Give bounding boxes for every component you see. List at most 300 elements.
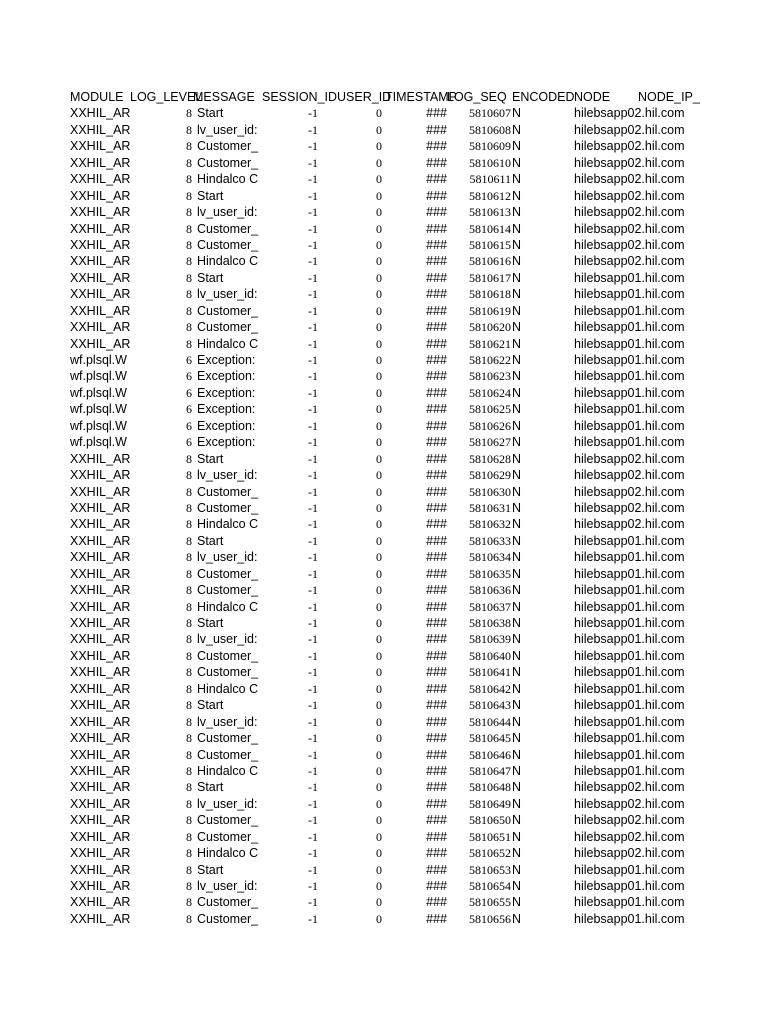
table-row [70, 697, 710, 713]
cell-session-id: -1 [308, 895, 318, 910]
cell-timestamp: ### [426, 846, 447, 861]
cell-node: hilebsapp01.hil.com [574, 320, 685, 335]
cell-module: XXHIL_AR [70, 698, 131, 713]
cell-log-seq: 5810639 [469, 632, 511, 647]
cell-message: lv_user_id: [197, 879, 258, 893]
cell-session-id: -1 [308, 533, 318, 548]
cell-log-level: 8 [186, 336, 192, 351]
cell-user-id: 0 [376, 533, 382, 548]
cell-user-id: 0 [376, 517, 382, 532]
cell-log-seq: 5810611 [469, 172, 511, 187]
cell-log-seq: 5810626 [469, 418, 511, 433]
cell-log-seq: 5810628 [469, 451, 511, 466]
cell-user-id: 0 [376, 122, 382, 137]
cell-module: XXHIL_AR [70, 714, 131, 729]
cell-node: hilebsapp02.hil.com [574, 517, 685, 532]
table-row [70, 829, 710, 845]
cell-session-id: -1 [308, 435, 318, 450]
cell-message: Customer_ [197, 583, 259, 598]
cell-user-id: 0 [376, 747, 382, 762]
cell-encoded: N [512, 698, 522, 713]
cell-message: Exception: [197, 369, 256, 384]
cell-node: hilebsapp02.hil.com [574, 237, 685, 252]
cell-timestamp: ### [426, 599, 447, 614]
cell-log-level: 6 [186, 369, 192, 384]
cell-node: hilebsapp02.hil.com [574, 468, 685, 483]
cell-timestamp: ### [426, 303, 447, 318]
cell-session-id: -1 [308, 566, 318, 581]
cell-log-seq: 5810622 [469, 353, 511, 367]
cell-node: hilebsapp01.hil.com [574, 418, 685, 433]
cell-timestamp: ### [426, 155, 447, 170]
cell-timestamp: ### [426, 911, 447, 926]
cell-message: Exception: [197, 418, 256, 433]
cell-session-id: -1 [308, 106, 318, 121]
table-row [70, 533, 710, 549]
cell-timestamp: ### [426, 237, 447, 252]
cell-session-id: -1 [308, 205, 318, 220]
cell-session-id: -1 [308, 402, 318, 417]
cell-user-id: 0 [376, 879, 382, 893]
cell-message: Customer_ [197, 221, 259, 236]
cell-timestamp: ### [426, 583, 447, 598]
header-session-id: SESSION_ID [262, 90, 338, 104]
cell-message: Hindalco C [197, 172, 259, 187]
table-row [70, 730, 710, 746]
cell-node: hilebsapp01.hil.com [574, 303, 685, 318]
cell-message: lv_user_id: [197, 205, 258, 220]
table-row [70, 253, 710, 269]
cell-timestamp: ### [426, 566, 447, 581]
cell-user-id: 0 [376, 320, 382, 335]
cell-message: lv_user_id: [197, 287, 258, 302]
cell-module: XXHIL_AR [70, 911, 131, 926]
cell-session-id: -1 [308, 829, 318, 844]
cell-log-seq: 5810624 [469, 385, 511, 400]
cell-module: wf.plsql.W [70, 385, 127, 400]
cell-log-seq: 5810630 [469, 484, 511, 499]
cell-encoded: N [512, 320, 522, 335]
cell-log-level: 8 [186, 205, 192, 220]
cell-log-level: 8 [186, 172, 192, 187]
cell-log-seq: 5810641 [469, 665, 511, 680]
cell-log-seq: 5810642 [469, 681, 511, 696]
cell-encoded: N [512, 583, 522, 598]
cell-node: hilebsapp02.hil.com [574, 254, 685, 269]
cell-user-id: 0 [376, 632, 382, 647]
cell-encoded: N [512, 780, 522, 795]
cell-message: Customer_ [197, 320, 259, 335]
cell-timestamp: ### [426, 829, 447, 844]
cell-session-id: -1 [308, 846, 318, 861]
cell-node: hilebsapp02.hil.com [574, 205, 685, 220]
table-row [70, 352, 710, 368]
cell-encoded: N [512, 353, 522, 367]
cell-log-level: 8 [186, 583, 192, 598]
cell-timestamp: ### [426, 353, 447, 367]
cell-session-id: -1 [308, 451, 318, 466]
cell-module: XXHIL_AR [70, 237, 131, 252]
table-row [70, 204, 710, 220]
cell-user-id: 0 [376, 402, 382, 417]
cell-timestamp: ### [426, 139, 447, 154]
cell-encoded: N [512, 451, 522, 466]
cell-log-level: 8 [186, 911, 192, 926]
cell-user-id: 0 [376, 435, 382, 450]
cell-log-seq: 5810654 [469, 879, 511, 893]
header-message: MESSAGE [193, 90, 255, 104]
cell-log-level: 6 [186, 418, 192, 433]
cell-log-seq: 5810649 [469, 796, 511, 811]
cell-session-id: -1 [308, 139, 318, 154]
cell-log-seq: 5810625 [469, 402, 511, 417]
cell-log-seq: 5810617 [469, 270, 511, 285]
cell-timestamp: ### [426, 731, 447, 746]
cell-log-level: 8 [186, 237, 192, 252]
cell-timestamp: ### [426, 517, 447, 532]
cell-message: Customer_ [197, 500, 259, 515]
cell-log-level: 6 [186, 435, 192, 450]
cell-message: Customer_ [197, 747, 259, 762]
cell-session-id: -1 [308, 484, 318, 499]
cell-timestamp: ### [426, 270, 447, 285]
cell-encoded: N [512, 500, 522, 515]
cell-session-id: -1 [308, 681, 318, 696]
cell-module: wf.plsql.W [70, 353, 127, 367]
cell-node: hilebsapp01.hil.com [574, 862, 685, 877]
cell-message: Customer_ [197, 895, 259, 910]
table-row [70, 763, 710, 779]
cell-session-id: -1 [308, 500, 318, 515]
cell-message: Start [197, 270, 224, 285]
header-user-id: USER_ID [337, 90, 392, 104]
cell-user-id: 0 [376, 139, 382, 154]
cell-node: hilebsapp01.hil.com [574, 336, 685, 351]
cell-log-seq: 5810647 [469, 763, 511, 778]
cell-log-level: 8 [186, 320, 192, 335]
cell-session-id: -1 [308, 648, 318, 663]
cell-timestamp: ### [426, 813, 447, 828]
cell-log-seq: 5810632 [469, 517, 511, 532]
cell-user-id: 0 [376, 336, 382, 351]
cell-timestamp: ### [426, 665, 447, 680]
table-row [70, 648, 710, 664]
cell-node: hilebsapp02.hil.com [574, 813, 685, 828]
cell-timestamp: ### [426, 648, 447, 663]
cell-module: XXHIL_AR [70, 599, 131, 614]
cell-user-id: 0 [376, 205, 382, 220]
cell-message: Hindalco C [197, 763, 259, 778]
cell-timestamp: ### [426, 205, 447, 220]
cell-log-seq: 5810627 [469, 435, 511, 450]
cell-message: Customer_ [197, 303, 259, 318]
cell-timestamp: ### [426, 616, 447, 630]
cell-message: lv_user_id: [197, 714, 258, 729]
cell-log-level: 8 [186, 698, 192, 713]
cell-module: XXHIL_AR [70, 287, 131, 302]
cell-encoded: N [512, 533, 522, 548]
cell-encoded: N [512, 369, 522, 384]
cell-encoded: N [512, 911, 522, 926]
cell-user-id: 0 [376, 829, 382, 844]
cell-message: Start [197, 188, 224, 203]
cell-encoded: N [512, 862, 522, 877]
table-row [70, 779, 710, 795]
cell-encoded: N [512, 221, 522, 236]
cell-log-seq: 5810614 [469, 221, 511, 236]
cell-timestamp: ### [426, 468, 447, 483]
cell-message: Hindalco C [197, 336, 259, 351]
table-row [70, 681, 710, 697]
cell-node: hilebsapp01.hil.com [574, 632, 685, 647]
cell-encoded: N [512, 648, 522, 663]
table-row [70, 237, 710, 253]
cell-timestamp: ### [426, 188, 447, 203]
cell-message: lv_user_id: [197, 632, 258, 647]
table-row [70, 714, 710, 730]
cell-node: hilebsapp01.hil.com [574, 895, 685, 910]
cell-timestamp: ### [426, 336, 447, 351]
cell-log-level: 8 [186, 451, 192, 466]
cell-message: Start [197, 698, 224, 713]
cell-module: XXHIL_AR [70, 747, 131, 762]
table-row [70, 286, 710, 302]
cell-user-id: 0 [376, 106, 382, 121]
table-row [70, 155, 710, 171]
cell-message: lv_user_id: [197, 796, 258, 811]
cell-user-id: 0 [376, 796, 382, 811]
cell-encoded: N [512, 829, 522, 844]
cell-session-id: -1 [308, 336, 318, 351]
cell-log-level: 8 [186, 533, 192, 548]
cell-log-level: 8 [186, 714, 192, 729]
cell-timestamp: ### [426, 632, 447, 647]
cell-log-seq: 5810645 [469, 731, 511, 746]
cell-session-id: -1 [308, 583, 318, 598]
cell-node: hilebsapp01.hil.com [574, 599, 685, 614]
cell-message: Exception: [197, 353, 256, 367]
table-row [70, 747, 710, 763]
cell-node: hilebsapp01.hil.com [574, 616, 685, 630]
cell-log-level: 8 [186, 747, 192, 762]
cell-encoded: N [512, 681, 522, 696]
cell-session-id: -1 [308, 188, 318, 203]
header-log-level: LOG_LEVEL [130, 90, 203, 104]
cell-module: XXHIL_AR [70, 583, 131, 598]
cell-node: hilebsapp01.hil.com [574, 665, 685, 680]
cell-module: XXHIL_AR [70, 254, 131, 269]
cell-module: XXHIL_AR [70, 550, 131, 565]
table-row [70, 599, 710, 615]
cell-module: XXHIL_AR [70, 500, 131, 515]
cell-module: XXHIL_AR [70, 796, 131, 811]
cell-log-level: 8 [186, 829, 192, 844]
cell-session-id: -1 [308, 879, 318, 893]
spreadsheet-table [70, 89, 710, 927]
cell-user-id: 0 [376, 172, 382, 187]
cell-timestamp: ### [426, 254, 447, 269]
cell-user-id: 0 [376, 583, 382, 598]
cell-encoded: N [512, 106, 522, 121]
cell-module: XXHIL_AR [70, 846, 131, 861]
cell-log-seq: 5810618 [469, 287, 511, 302]
cell-log-seq: 5810640 [469, 648, 511, 663]
cell-module: XXHIL_AR [70, 451, 131, 466]
cell-node: hilebsapp01.hil.com [574, 879, 685, 893]
cell-session-id: -1 [308, 221, 318, 236]
table-row [70, 500, 710, 516]
cell-encoded: N [512, 402, 522, 417]
table-row [70, 270, 710, 286]
cell-encoded: N [512, 303, 522, 318]
cell-node: hilebsapp01.hil.com [574, 731, 685, 746]
cell-module: wf.plsql.W [70, 435, 127, 450]
cell-user-id: 0 [376, 418, 382, 433]
table-row [70, 188, 710, 204]
cell-user-id: 0 [376, 714, 382, 729]
cell-module: XXHIL_AR [70, 122, 131, 137]
cell-encoded: N [512, 237, 522, 252]
cell-message: Exception: [197, 385, 256, 400]
cell-timestamp: ### [426, 780, 447, 795]
cell-encoded: N [512, 747, 522, 762]
cell-node: hilebsapp01.hil.com [574, 435, 685, 450]
cell-encoded: N [512, 287, 522, 302]
table-row [70, 336, 710, 352]
cell-node: hilebsapp02.hil.com [574, 780, 685, 795]
cell-user-id: 0 [376, 616, 382, 630]
cell-encoded: N [512, 763, 522, 778]
cell-module: XXHIL_AR [70, 484, 131, 499]
cell-log-seq: 5810648 [469, 780, 511, 795]
cell-node: hilebsapp01.hil.com [574, 270, 685, 285]
cell-module: XXHIL_AR [70, 155, 131, 170]
table-row [70, 516, 710, 532]
cell-log-level: 8 [186, 813, 192, 828]
cell-log-level: 8 [186, 632, 192, 647]
cell-timestamp: ### [426, 550, 447, 565]
cell-log-level: 8 [186, 221, 192, 236]
cell-session-id: -1 [308, 911, 318, 926]
cell-log-seq: 5810613 [469, 205, 511, 220]
cell-message: Hindalco C [197, 846, 259, 861]
cell-log-seq: 5810615 [469, 237, 511, 252]
cell-log-seq: 5810616 [469, 254, 511, 269]
cell-timestamp: ### [426, 500, 447, 515]
cell-node: hilebsapp02.hil.com [574, 188, 685, 203]
cell-log-level: 8 [186, 616, 192, 630]
cell-module: XXHIL_AR [70, 665, 131, 680]
cell-module: XXHIL_AR [70, 616, 131, 630]
cell-user-id: 0 [376, 813, 382, 828]
cell-node: hilebsapp02.hil.com [574, 500, 685, 515]
cell-encoded: N [512, 517, 522, 532]
cell-timestamp: ### [426, 287, 447, 302]
table-row [70, 664, 710, 680]
cell-log-level: 8 [186, 846, 192, 861]
cell-user-id: 0 [376, 648, 382, 663]
cell-log-seq: 5810637 [469, 599, 511, 614]
cell-module: XXHIL_AR [70, 895, 131, 910]
cell-log-seq: 5810609 [469, 139, 511, 154]
cell-session-id: -1 [308, 303, 318, 318]
cell-log-seq: 5810635 [469, 566, 511, 581]
cell-encoded: N [512, 796, 522, 811]
cell-module: XXHIL_AR [70, 763, 131, 778]
cell-timestamp: ### [426, 320, 447, 335]
cell-log-level: 6 [186, 385, 192, 400]
cell-user-id: 0 [376, 780, 382, 795]
cell-log-seq: 5810623 [469, 369, 511, 384]
table-body [70, 105, 710, 927]
cell-session-id: -1 [308, 270, 318, 285]
cell-log-level: 8 [186, 500, 192, 515]
cell-session-id: -1 [308, 287, 318, 302]
header-row [70, 89, 710, 105]
cell-log-level: 8 [186, 681, 192, 696]
cell-message: Customer_ [197, 813, 259, 828]
table-row [70, 796, 710, 812]
cell-encoded: N [512, 846, 522, 861]
cell-session-id: -1 [308, 369, 318, 384]
table-row [70, 862, 710, 878]
cell-session-id: -1 [308, 780, 318, 795]
cell-module: XXHIL_AR [70, 517, 131, 532]
cell-session-id: -1 [308, 763, 318, 778]
cell-message: Start [197, 451, 224, 466]
cell-encoded: N [512, 484, 522, 499]
cell-encoded: N [512, 665, 522, 680]
cell-module: wf.plsql.W [70, 402, 127, 417]
cell-module: XXHIL_AR [70, 188, 131, 203]
cell-encoded: N [512, 879, 522, 893]
cell-module: XXHIL_AR [70, 533, 131, 548]
cell-log-level: 8 [186, 566, 192, 581]
cell-user-id: 0 [376, 468, 382, 483]
cell-message: Customer_ [197, 665, 259, 680]
cell-session-id: -1 [308, 599, 318, 614]
cell-timestamp: ### [426, 714, 447, 729]
cell-node: hilebsapp01.hil.com [574, 533, 685, 548]
cell-module: wf.plsql.W [70, 369, 127, 384]
cell-module: XXHIL_AR [70, 221, 131, 236]
cell-encoded: N [512, 254, 522, 269]
cell-session-id: -1 [308, 747, 318, 762]
table-row [70, 138, 710, 154]
cell-session-id: -1 [308, 616, 318, 630]
cell-encoded: N [512, 435, 522, 450]
cell-module: XXHIL_AR [70, 879, 131, 893]
cell-node: hilebsapp02.hil.com [574, 155, 685, 170]
header-node-ip: NODE_IP_ [638, 90, 700, 104]
cell-module: XXHIL_AR [70, 632, 131, 647]
cell-user-id: 0 [376, 911, 382, 926]
cell-encoded: N [512, 599, 522, 614]
cell-module: XXHIL_AR [70, 681, 131, 696]
cell-node: hilebsapp02.hil.com [574, 139, 685, 154]
cell-timestamp: ### [426, 747, 447, 762]
cell-log-seq: 5810633 [469, 533, 511, 548]
cell-module: XXHIL_AR [70, 336, 131, 351]
cell-node: hilebsapp01.hil.com [574, 714, 685, 729]
cell-module: XXHIL_AR [70, 106, 131, 121]
cell-module: XXHIL_AR [70, 780, 131, 795]
cell-user-id: 0 [376, 188, 382, 203]
cell-node: hilebsapp01.hil.com [574, 566, 685, 581]
cell-user-id: 0 [376, 862, 382, 877]
cell-module: XXHIL_AR [70, 566, 131, 581]
cell-log-seq: 5810638 [469, 616, 511, 630]
